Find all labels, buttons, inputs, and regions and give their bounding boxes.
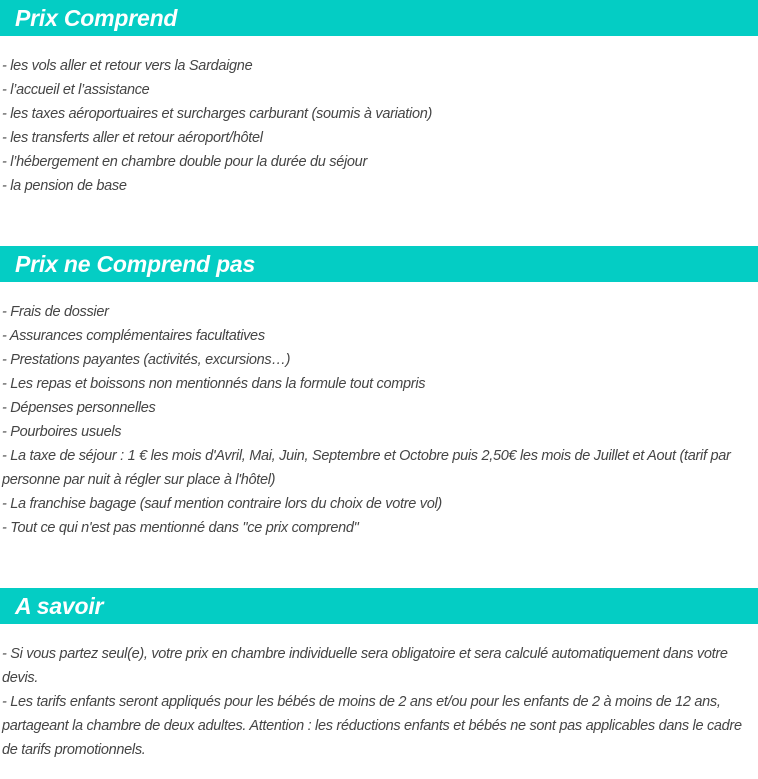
list-item: - les taxes aéroportuaires et surcharges carburant (soumis à variation) xyxy=(2,106,433,122)
section-list-prix-comprend xyxy=(0,36,758,198)
list-item: - Tout ce qui n'est pas mentionné dans "ce prix comprend" xyxy=(2,520,359,536)
section-header-prix-comprend xyxy=(0,0,758,36)
section-header-prix-ne-comprend-pas xyxy=(0,246,758,282)
list-item: - Pourboires usuels xyxy=(2,424,122,440)
section-list-prix-ne-comprend-pas xyxy=(0,282,758,540)
list-item: - les vols aller et retour vers la Sardaigne xyxy=(2,58,253,74)
section-title-prix-comprend: Prix Comprend xyxy=(15,5,178,31)
list-item: - Assurances complémentaires facultatives xyxy=(2,328,265,344)
list-item: - Si vous partez seul(e), votre prix en chambre individuelle sera obligatoire et sera calculé automatiquement dans votre devis. xyxy=(2,646,728,686)
list-item: - La franchise bagage (sauf mention contraire lors du choix de votre vol) xyxy=(2,496,442,512)
section-title-prix-ne-comprend-pas: Prix ne Comprend pas xyxy=(15,251,256,277)
list-item: - l’accueil et l’assistance xyxy=(2,82,150,98)
list-item: - Prestations payantes (activités, excursions…) xyxy=(2,352,291,368)
list-item: - Dépenses personnelles xyxy=(2,400,156,416)
list-item: - la pension de base xyxy=(2,178,127,194)
list-item: - Les tarifs enfants seront appliqués pour les bébés de moins de 2 ans et/ou pour les enfants de 2 à moins de 12 ans, partageant la chambre de deux adultes. Attention : les réductions enfants et bébés ne sont pas applicables dans le cadre de tarifs promotionnels. xyxy=(2,694,742,758)
list-item: - La taxe de séjour : 1 € les mois d'Avril, Mai, Juin, Septembre et Octobre puis 2,50€ les mois de Juillet et Aout (tarif par personne par nuit à régler sur place à l'hôtel) xyxy=(2,448,731,488)
section-title-a-savoir: A savoir xyxy=(15,593,104,619)
list-item: - l’hébergement en chambre double pour la durée du séjour xyxy=(2,154,367,170)
list-item: - les transferts aller et retour aéroport/hôtel xyxy=(2,130,263,146)
list-item: - Les repas et boissons non mentionnés dans la formule tout compris xyxy=(2,376,426,392)
section-list-a-savoir xyxy=(0,624,758,762)
section-header-a-savoir xyxy=(0,588,758,624)
list-item: - Frais de dossier xyxy=(2,304,109,320)
